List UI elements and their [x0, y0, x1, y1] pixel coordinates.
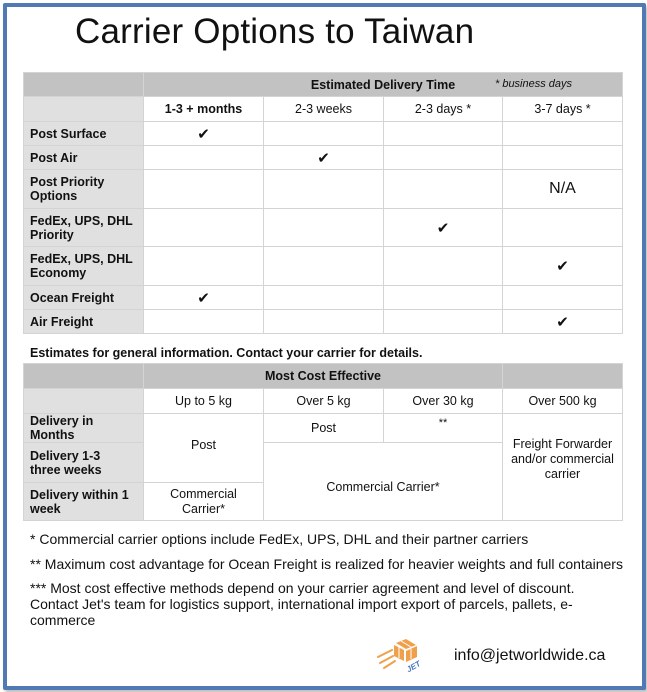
table-corner	[24, 389, 144, 414]
check-icon: ✔	[144, 122, 264, 146]
row-label	[24, 443, 144, 483]
cell-text: Commercial Carrier*	[170, 486, 237, 516]
table-cell: Freight Forwarder and/or commercial carrier	[503, 414, 623, 521]
row-label: Delivery within 1 week	[24, 483, 144, 521]
table-row	[24, 122, 623, 146]
table-cell	[384, 170, 503, 209]
row-label: Post Air	[24, 146, 144, 170]
table-row	[24, 209, 623, 247]
check-icon: ✔	[264, 146, 384, 170]
table-cell	[144, 247, 264, 286]
row-label: Ocean Freight	[24, 286, 144, 310]
table-cell	[384, 247, 503, 286]
logo-text: JET	[405, 659, 422, 673]
row-label-text: Delivery 1-3 three weeks	[30, 448, 102, 477]
row-label: Post Surface	[24, 122, 144, 146]
table-row	[24, 310, 623, 334]
row-label: FedEx, UPS, DHL Economy	[24, 247, 144, 286]
table-cell	[144, 209, 264, 247]
row-label: Delivery in Months	[24, 414, 144, 443]
table-cell	[264, 209, 384, 247]
column-header: Over 500 kg	[503, 389, 623, 414]
delivery-group-header	[144, 73, 623, 97]
column-header: Over 5 kg	[264, 389, 384, 414]
footnote-3: *** Most cost effective methods depend on your carrier agreement and level of discount. Contact Jet's team for logistics support, international import export of parcels, pallets, e-commerce	[30, 580, 575, 628]
table-corner	[24, 364, 144, 389]
table-cell	[144, 483, 264, 521]
cost-group-header: Most Cost Effective	[144, 364, 503, 389]
table-cell	[264, 310, 384, 334]
table-corner	[24, 73, 144, 97]
table-row	[24, 414, 623, 443]
table-cell	[264, 122, 384, 146]
check-icon: ✔	[384, 209, 503, 247]
na-cell: N/A	[503, 170, 623, 209]
table-cell	[503, 146, 623, 170]
table-cell	[384, 146, 503, 170]
check-icon: ✔	[144, 286, 264, 310]
column-header: 3-7 days *	[503, 97, 623, 122]
table-cell	[144, 170, 264, 209]
check-icon: ✔	[503, 247, 623, 286]
estimate-note: Estimates for general information. Contact your carrier for details.	[30, 346, 423, 360]
table-row	[24, 286, 623, 310]
cost-effective-table	[23, 363, 623, 521]
table-corner	[503, 364, 623, 389]
table-cell	[503, 209, 623, 247]
row-label: Post Priority Options	[24, 170, 144, 209]
row-label: FedEx, UPS, DHL Priority	[24, 209, 144, 247]
table-cell	[384, 122, 503, 146]
table-row	[24, 170, 623, 209]
delivery-time-table	[23, 72, 623, 334]
table-cell	[264, 247, 384, 286]
table-row	[24, 247, 623, 286]
table-cell	[503, 286, 623, 310]
contact-email[interactable]: info@jetworldwide.ca	[454, 647, 606, 664]
check-icon: ✔	[503, 310, 623, 334]
box-logo-icon	[374, 637, 422, 673]
table-cell	[384, 310, 503, 334]
table-corner	[24, 97, 144, 122]
row-label: Air Freight	[24, 310, 144, 334]
table-cell	[144, 146, 264, 170]
table-cell	[503, 122, 623, 146]
table-cell: Post	[144, 414, 264, 483]
table-cell	[264, 286, 384, 310]
table-cell	[384, 286, 503, 310]
column-header: 2-3 days *	[384, 97, 503, 122]
column-header: 1-3 + months	[144, 97, 264, 122]
footnote-1: * Commercial carrier options include FedEx, UPS, DHL and their partner carriers	[30, 531, 529, 547]
table-cell: Post	[264, 414, 384, 443]
table-row	[24, 146, 623, 170]
footnote-2: ** Maximum cost advantage for Ocean Freight is realized for heavier weights and full containers	[30, 556, 623, 572]
jet-logo	[374, 637, 422, 673]
column-header: Over 30 kg	[384, 389, 503, 414]
delivery-group-title: Estimated Delivery Time	[310, 77, 456, 92]
column-header: Up to 5 kg	[144, 389, 264, 414]
table-cell	[144, 310, 264, 334]
business-days-note: * business days	[494, 77, 573, 90]
table-cell	[264, 170, 384, 209]
page-title: Carrier Options to Taiwan	[75, 12, 475, 51]
table-cell: Commercial Carrier*	[264, 443, 503, 521]
column-header: 2-3 weeks	[264, 97, 384, 122]
table-cell: **	[384, 414, 503, 443]
